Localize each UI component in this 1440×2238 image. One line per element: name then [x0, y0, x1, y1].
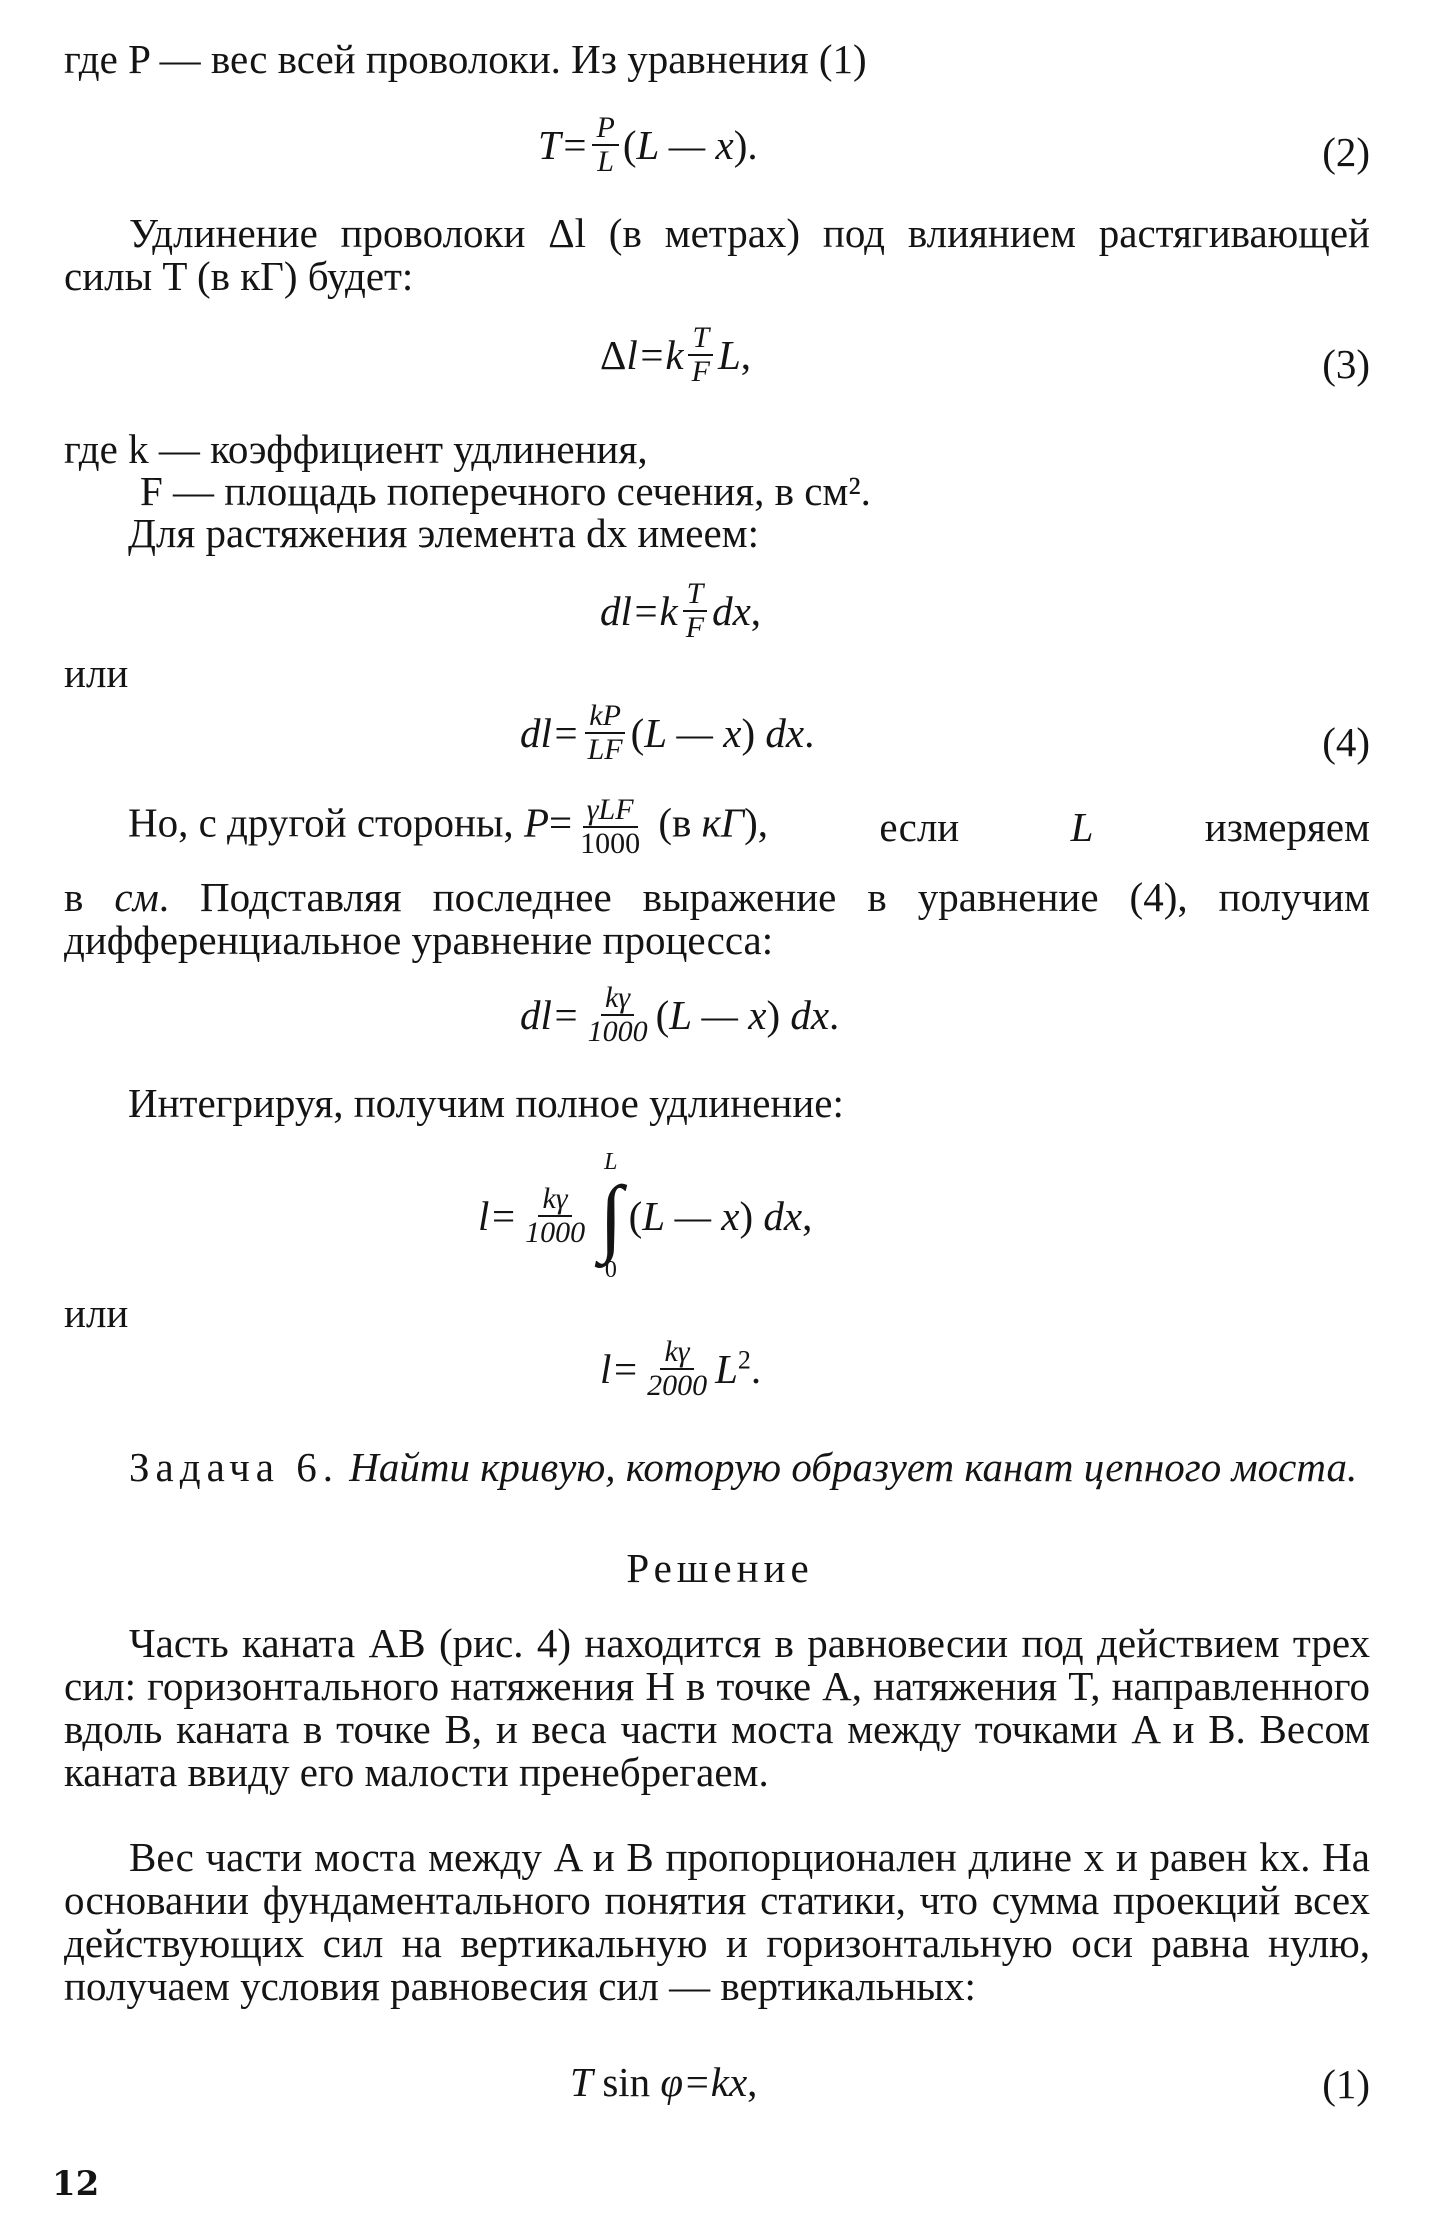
paragraph-equilibrium: Часть каната AB (рис. 4) находится в равновесии под действием трех сил: горизонтального натяжения H в точке A, натяжения T, направленного вдоль каната в точке B, и веса части моста между точками A и B. Весом каната ввиду его малости пренебрегаем.	[64, 1620, 1370, 1795]
text-line-integrating: Интегрируя, получим полное удлинение:	[128, 1080, 844, 1126]
formula-delta-l: Δl=k $\frac{T}{F}$ L,	[600, 321, 752, 388]
equation-number-3: (3)	[1322, 341, 1370, 387]
paragraph-substitution: в см. Подставляя последнее выражение в уравнение (4), получим дифференциальное уравнение процесса:	[64, 874, 1370, 963]
weight-line-measure: измеряем	[1204, 804, 1370, 850]
paragraph-weight: Вес части моста между A и B пропорционален длине x и равен kx. На основании фундаментального понятия статики, что сумма проекций всех действующих сил на вертикальную и горизонтальную оси равна нулю, получаем условия равновесия сил — вертикальных:	[64, 1834, 1370, 2009]
formula-weight-line: Но, с другой стороны, P= $\frac{\text{γLF}}{1000}$ (в кГ), если L измеряем	[128, 793, 1370, 860]
formula-tension: T= $\frac{P}{L}$ (L — x).	[538, 111, 758, 178]
equation-number-1: (1)	[1322, 2061, 1370, 2107]
equation-number-4: (4)	[1322, 719, 1370, 765]
formula-dl: dl=k $\frac{T}{F}$ dx,	[600, 577, 762, 644]
formula-vertical-equilibrium: T sin φ=kx,	[570, 2059, 758, 2105]
page-number: 12	[52, 2164, 100, 2204]
formula-differential: dl= $\frac{k\gamma}{1000}$ (L — x) dx.	[520, 981, 840, 1048]
formula-integral: l= $\frac{k\gamma}{1000}$ L ∫ 0 (L — x) dx,	[478, 1149, 813, 1283]
task-label: Задача 6.	[129, 1444, 339, 1490]
text-line-where-f: F — площадь поперечного сечения, в см².	[140, 468, 871, 514]
task-statement: Найти кривую, которую образует канат цепного моста.	[349, 1444, 1358, 1490]
text-line-element: Для растяжения элемента dx имеем:	[128, 510, 759, 556]
text-or-1: или	[64, 650, 129, 696]
integral-sign: L ∫ 0	[599, 1149, 623, 1283]
text-line-where-k: где k — коэффициент удлинения,	[64, 426, 648, 472]
formula-total-elongation: l= $\frac{k\gamma}{2000}$ $L^2$.	[600, 1335, 762, 1402]
section-heading-solution: Решение	[626, 1545, 814, 1591]
paragraph-task-6	[64, 1446, 1370, 1489]
paragraph-elongation: Удлинение проволоки Δl (в метрах) под влиянием растягивающей силы T (в кГ) будет:	[64, 210, 1370, 299]
formula-dl-expanded: dl= $\frac{kP}{LF}$ (L — x) dx.	[520, 699, 815, 766]
text-or-2: или	[64, 1290, 129, 1336]
equation-number-2: (2)	[1322, 129, 1370, 175]
text-line-1: где P — вес всей проволоки. Из уравнения (1)	[64, 36, 867, 82]
